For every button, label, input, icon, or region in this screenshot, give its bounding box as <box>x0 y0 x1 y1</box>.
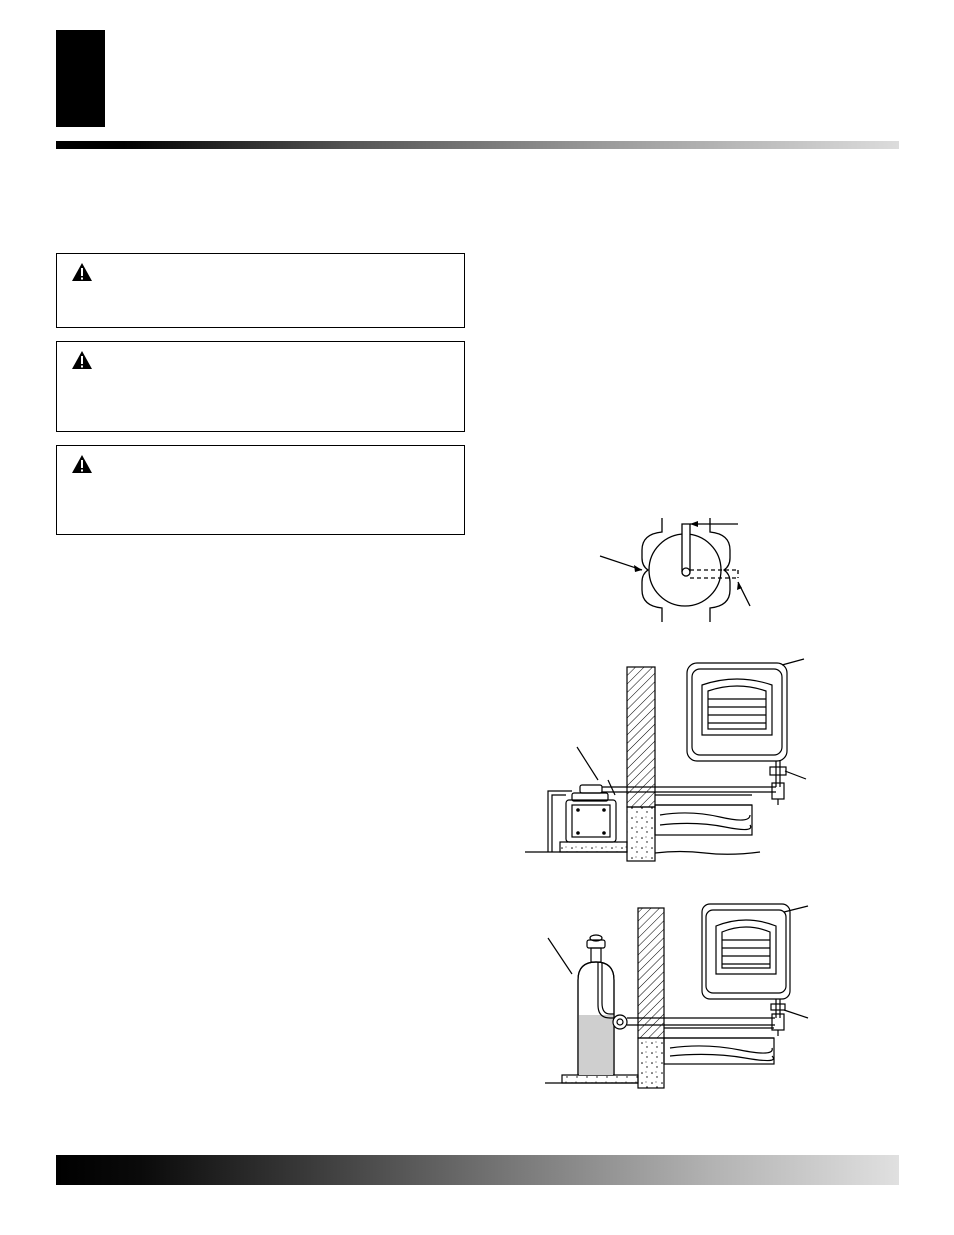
warning-box-3 <box>56 445 465 535</box>
cylinder-installation-diagram <box>540 900 820 1090</box>
warning-triangle-icon <box>71 454 93 474</box>
outdoor-tank-installation-diagram <box>520 655 820 865</box>
section-tab-block <box>56 30 105 127</box>
fuel-inlet-diagram <box>590 510 760 630</box>
warning-triangle-icon <box>71 262 93 282</box>
warning-box-1 <box>56 253 465 328</box>
warning-box-2 <box>56 341 465 432</box>
footer-gradient-bar <box>56 1155 899 1185</box>
header-gradient-rule <box>56 141 899 149</box>
warning-triangle-icon <box>71 350 93 370</box>
